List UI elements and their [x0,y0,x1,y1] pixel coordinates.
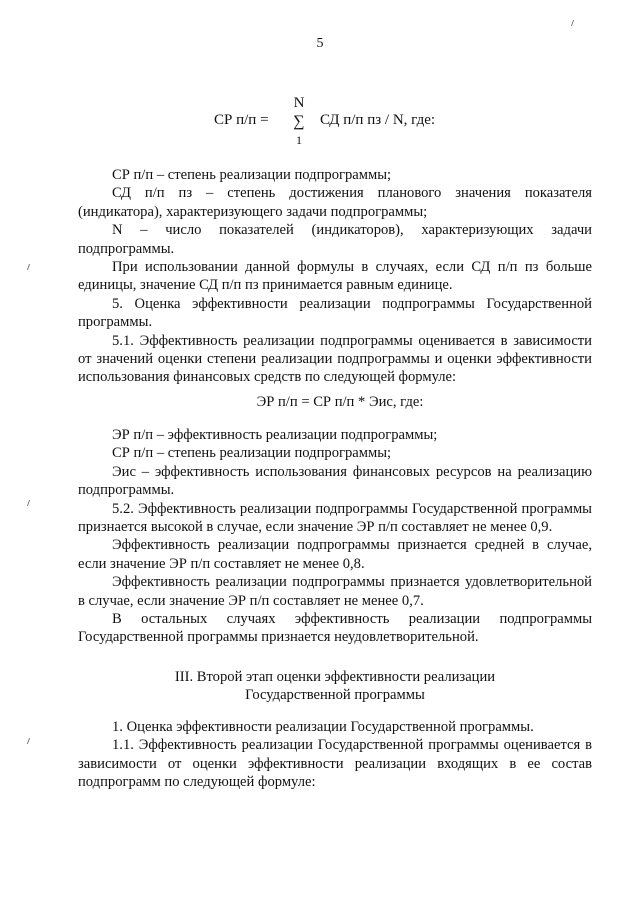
paragraph: 1. Оценка эффективности реализации Государственной программы. [112,719,534,735]
paragraph: СР п/п – степень реализации подпрограммы; [112,445,392,462]
formula-lhs: СР п/п = [214,112,269,128]
paragraph: 5.2. Эффективность реализации подпрограммы Государственной программы признается высокой в случае, если значение ЭР п/п составляет не менее 0,9. [78,500,592,536]
sigma-symbol: ∑ [293,113,305,130]
paragraph: Эффективность реализации подпрограммы признается средней в случае, если значение ЭР п/п составляет не менее 0,8. [78,537,592,572]
text-block-1 [78,166,592,387]
formula-efficiency: ЭР п/п = СР п/п * Эис, где: [256,394,424,410]
paragraph: Эффективность реализации подпрограммы признается удовлетворительной в случае, если значение ЭР п/п составляет не менее 0,7. [78,574,592,609]
paragraph: 5. Оценка эффективности реализации подпрограммы Государственной программы. [78,295,592,331]
section-heading-line: Государственной программы [245,687,425,704]
scan-mark [27,500,33,506]
text-block-3 [78,718,592,792]
section-heading-line: III. Второй этап оценки эффективности реализации [174,669,496,685]
paragraph: 5.1. Эффективность реализации подпрограммы оценивается в зависимости от значений оценки степени реализации подпрограммы и оценки эффективности использования финансовых средств по следующей формуле: [78,332,592,386]
formula-rhs: СД п/п пз / N, где: [320,112,436,128]
sum-operator [286,96,312,146]
scan-mark [27,264,33,270]
paragraph: СД п/п пз – степень достижения планового значения показателя (индикатора), характеризующего задачи подпрограммы; [78,185,592,220]
paragraph: Эис – эффективность использования финансовых ресурсов на реализацию подпрограммы. [78,463,592,499]
scan-mark [571,20,577,26]
scan-mark [27,738,33,744]
text-block-2 [78,426,592,647]
paragraph: При использовании данной формулы в случаях, если СД п/п пз больше единицы, значение СД п/п пз принимается равным единице. [78,259,592,294]
paragraph: В остальных случаях эффективность реализации подпрограммы Государственной программы признается неудовлетворительной. [78,611,592,646]
paragraph: ЭР п/п – эффективность реализации подпрограммы; [112,427,438,443]
paragraph: N – число показателей (индикаторов), характеризующих задачи подпрограммы. [78,222,592,257]
paragraph: СР п/п – степень реализации подпрограммы; [112,167,392,183]
sum-lower-limit: 1 [296,133,302,147]
section-heading [78,668,592,705]
page-number: 5 [316,36,324,51]
paragraph: 1.1. Эффективность реализации Государственной программы оценивается в зависимости от оценки эффективности реализации входящих в ее состав подпрограмм по следующей формуле: [78,737,592,791]
sum-upper-limit: N [293,95,305,111]
